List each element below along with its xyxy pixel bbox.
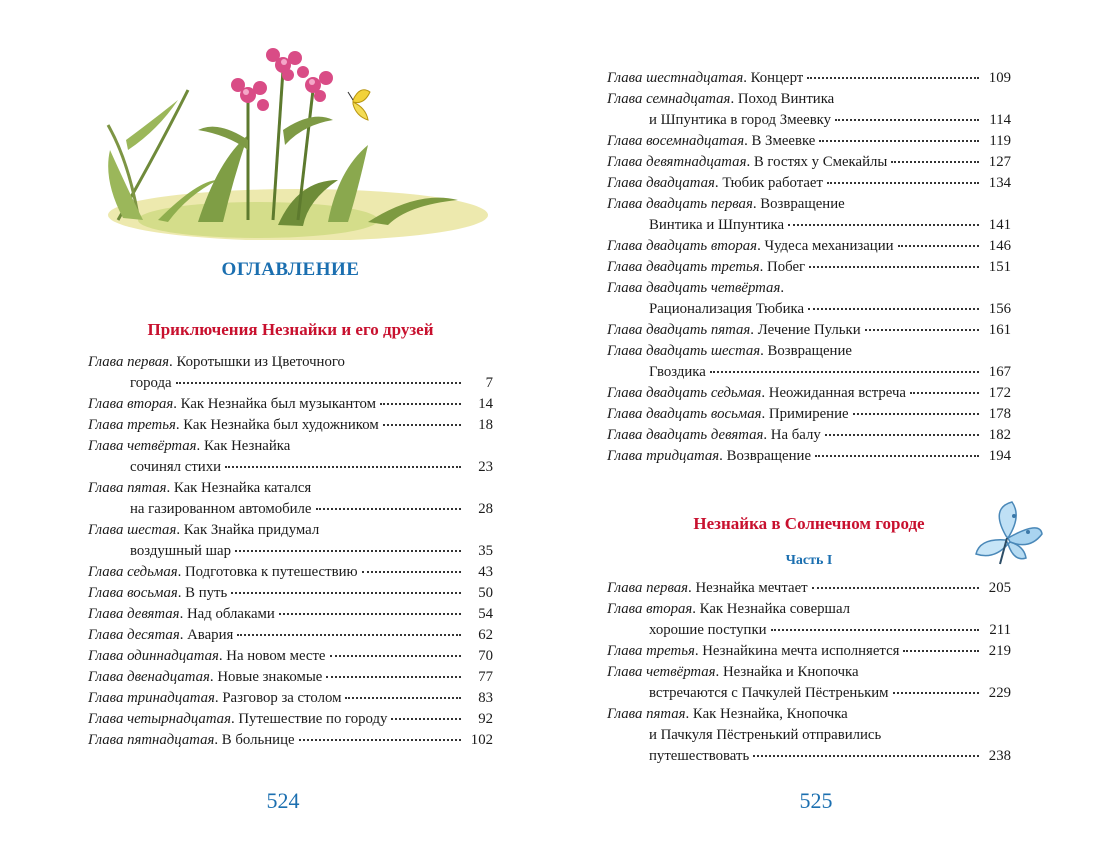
chapter-title: Разговор за столом [222, 690, 342, 706]
dot-leader [807, 77, 979, 79]
toc-entry [88, 352, 493, 394]
toc-entry [607, 446, 1011, 467]
toc-entry-text: Глава двадцать четвёртая. [607, 280, 785, 296]
dot-leader [812, 587, 979, 589]
toc-entry-line [88, 625, 493, 646]
page-ref: 182 [988, 427, 1011, 443]
toc-heading: ОГЛАВЛЕНИЕ [221, 259, 360, 280]
toc-entry-continuation [607, 725, 1011, 746]
toc-entry [607, 68, 1011, 89]
toc-entry-text: Глава третья. Как Незнайка был художником [88, 417, 379, 433]
page-ref: 43 [478, 564, 493, 580]
page-ref: 205 [988, 580, 1011, 596]
chapter-label: Глава пятая [88, 480, 167, 496]
toc-entry [88, 520, 493, 562]
chapter-label: Глава пятнадцатая [88, 732, 215, 748]
chapter-label: Глава одиннадцатая [88, 648, 219, 664]
toc-entry-text: Глава первая. Коротышки из Цветочного [88, 354, 345, 370]
page-ref: 194 [988, 448, 1011, 464]
dot-leader [853, 413, 979, 415]
page-ref: 28 [478, 501, 493, 517]
toc-entry-continuation [607, 299, 1011, 320]
dot-leader [231, 592, 461, 594]
dot-leader [827, 182, 979, 184]
dot-leader [391, 718, 461, 720]
chapter-title: Авария [187, 627, 234, 643]
toc-entry-text: Глава двадцатая. Тюбик работает [607, 175, 823, 191]
toc-entry-continuation [88, 373, 493, 394]
dot-leader [825, 434, 979, 436]
page-ref: 161 [988, 322, 1011, 338]
chapter-title: В гостях у Смекайлы [753, 154, 888, 170]
chapter-title: Как Незнайка совершал [699, 601, 851, 617]
dot-leader [753, 755, 979, 757]
dot-leader [225, 466, 461, 468]
dot-leader [865, 329, 979, 331]
chapter-title: Как Незнайка катался [173, 480, 312, 496]
toc-entry [607, 278, 1011, 320]
chapter-label: Глава двадцать третья [607, 259, 760, 275]
toc-entry-line [607, 641, 1011, 662]
chapter-title: Подготовка к путешествию [185, 564, 358, 580]
chapter-label: Глава двадцать седьмая [607, 385, 762, 401]
toc-entry [607, 131, 1011, 152]
chapter-title-cont: сочинял стихи [130, 459, 222, 475]
toc-entry-line [607, 257, 1011, 278]
chapter-label: Глава четвёртая [88, 438, 197, 454]
dot-leader [299, 739, 461, 741]
toc-entry [88, 583, 493, 604]
toc-entry-text: Глава двадцать первая. Возвращение [607, 196, 845, 212]
toc-entry-text: Глава десятая. Авария [88, 627, 234, 643]
toc-entry [88, 709, 493, 730]
toc-entry-continuation [607, 683, 1011, 704]
toc-entry-line [607, 152, 1011, 173]
toc-entry [607, 425, 1011, 446]
section-title-adventures: Приключения Незнайки и его друзей [147, 320, 434, 339]
page-ref: 23 [478, 459, 493, 475]
blue-butterfly-icon [970, 498, 1045, 568]
chapter-label: Глава двадцать шестая [607, 343, 761, 359]
toc-entry [607, 383, 1011, 404]
toc-entry-text: Глава седьмая. Подготовка к путешествию [88, 564, 358, 580]
toc-entry-text: Глава третья. Незнайкина мечта исполняется [607, 643, 900, 659]
chapter-title: Возвращение [726, 448, 812, 464]
chapter-title-cont: и Пачкуля Пёстренький отправились [649, 727, 882, 743]
chapter-title-cont: Винтика и Шпунтика [649, 217, 785, 233]
toc-entry-continuation [607, 746, 1011, 767]
chapter-title: В путь [185, 585, 228, 601]
toc-entry [88, 562, 493, 583]
chapter-title-cont: Рационализация Тюбика [649, 301, 805, 317]
toc-entry-text: Глава шестая. Как Знайка придумал [88, 522, 320, 538]
chapter-title-cont: и Шпунтика в город Змеевку [649, 112, 832, 128]
toc-entry-line [607, 704, 1011, 725]
chapter-title: Над облаками [186, 606, 275, 622]
toc-entry-text: Глава вторая. Как Незнайка совершал [607, 601, 851, 617]
page-ref: 62 [478, 627, 493, 643]
toc-entry-line [607, 446, 1011, 467]
toc-entry-continuation [88, 499, 493, 520]
chapter-label: Глава двадцать девятая [607, 427, 764, 443]
toc-entry-line [607, 599, 1011, 620]
section-title-sunny-city: Незнайка в Солнечном городе [693, 514, 925, 533]
toc-entry-text: Глава четвёртая. Незнайка и Кнопочка [607, 664, 859, 680]
chapter-title-cont: на газированном автомобиле [130, 501, 312, 517]
dot-leader [809, 266, 979, 268]
toc-entry-line [88, 667, 493, 688]
chapter-title-cont: встречаются с Пачкулей Пёстреньким [649, 685, 889, 701]
toc-entry [88, 730, 493, 751]
toc-entry-line [88, 394, 493, 415]
chapter-title-cont: Гвоздика [649, 364, 706, 380]
toc-entry-line [88, 562, 493, 583]
toc-entry [607, 704, 1011, 767]
page-ref: 134 [988, 175, 1011, 191]
chapter-title: Тюбик работает [722, 175, 823, 191]
page-ref: 102 [470, 732, 493, 748]
toc-entry-text: Глава вторая. Как Незнайка был музыкантом [88, 396, 377, 412]
chapter-title: Примирение [768, 406, 849, 422]
chapter-label: Глава вторая [88, 396, 174, 412]
toc-entry-line [607, 278, 1011, 299]
toc-entry-text: Глава четырнадцатая. Путешествие по городу [88, 711, 388, 727]
toc-entry-line [88, 478, 493, 499]
page-ref: 18 [478, 417, 493, 433]
chapter-label: Глава шестнадцатая [607, 70, 744, 86]
toc-entry-text: Глава двадцать третья. Побег [607, 259, 806, 275]
chapter-title: Побег [767, 259, 806, 275]
chapter-title-cont: хорошие поступки [649, 622, 767, 638]
page-ref: 238 [988, 748, 1011, 764]
dot-leader [898, 245, 979, 247]
toc-entry [88, 688, 493, 709]
chapter-title: В Змеевке [751, 133, 816, 149]
toc-entry-text: Глава двадцать шестая. Возвращение [607, 343, 852, 359]
dot-leader [380, 403, 461, 405]
chapter-title: Возвращение [760, 196, 845, 212]
toc-list-part-one [607, 578, 1011, 767]
chapter-title: Новые знакомые [217, 669, 323, 685]
toc-entry-continuation [607, 215, 1011, 236]
page-ref: 211 [989, 622, 1011, 638]
toc-entry-line [88, 352, 493, 373]
chapter-label: Глава семнадцатая [607, 91, 731, 107]
toc-entry-text: Глава двадцать седьмая. Неожиданная встреча [607, 385, 906, 401]
toc-entry-text: Глава пятнадцатая. В больнице [88, 732, 295, 748]
toc-entry-line [88, 583, 493, 604]
toc-entry [88, 604, 493, 625]
chapter-title: Как Незнайка был музыкантом [180, 396, 377, 412]
toc-entry-line [88, 730, 493, 751]
toc-entry-text: Глава девятнадцатая. В гостях у Смекайлы [607, 154, 888, 170]
chapter-label: Глава восьмая [88, 585, 178, 601]
page-ref: 151 [988, 259, 1011, 275]
chapter-title: Возвращение [767, 343, 852, 359]
toc-entry-text: Глава одиннадцатая. На новом месте [88, 648, 326, 664]
toc-entry-continuation [607, 620, 1011, 641]
page-number-left: 524 [266, 788, 300, 813]
chapter-label: Глава шестая [88, 522, 177, 538]
toc-entry [607, 404, 1011, 425]
chapter-title: Незнайка и Кнопочка [722, 664, 859, 680]
chapter-label: Глава десятая [88, 627, 180, 643]
chapter-title: Незнайка мечтает [695, 580, 808, 596]
chapter-label: Глава третья [607, 643, 695, 659]
chapter-title: Концерт [750, 70, 804, 86]
page-ref: 146 [988, 238, 1011, 254]
dot-leader [819, 140, 979, 142]
chapter-label: Глава четвёртая [607, 664, 716, 680]
page-ref: 7 [485, 375, 493, 391]
dot-leader [893, 692, 979, 694]
toc-entry [607, 89, 1011, 131]
toc-entry-text: Глава пятая. Как Незнайка катался [88, 480, 312, 496]
toc-entry-line [88, 646, 493, 667]
chapter-label: Глава тридцатая [607, 448, 720, 464]
toc-entry-text: Глава двадцать девятая. На балу [607, 427, 821, 443]
chapter-label: Глава девятнадцатая [607, 154, 747, 170]
toc-entry [607, 320, 1011, 341]
toc-entry-line [607, 89, 1011, 110]
chapter-label: Глава вторая [607, 601, 693, 617]
chapter-title-cont: города [130, 375, 172, 391]
chapter-title: Лечение Пульки [757, 322, 861, 338]
page-ref: 54 [478, 606, 493, 622]
dot-leader [345, 697, 461, 699]
chapter-label: Глава двадцать вторая [607, 238, 758, 254]
dot-leader [383, 424, 461, 426]
chapter-label: Глава седьмая [88, 564, 178, 580]
toc-entry-line [88, 415, 493, 436]
chapter-label: Глава первая [88, 354, 170, 370]
toc-entry-continuation [607, 110, 1011, 131]
page-ref: 70 [478, 648, 493, 664]
toc-entry-text: Глава двадцать вторая. Чудеса механизации [607, 238, 894, 254]
toc-entry-line [607, 131, 1011, 152]
dot-leader [176, 382, 461, 384]
toc-entry-line [607, 173, 1011, 194]
page-ref: 114 [989, 112, 1011, 128]
page-ref: 141 [988, 217, 1011, 233]
dot-leader [316, 508, 462, 510]
toc-entry-line [88, 436, 493, 457]
chapter-label: Глава двадцать пятая [607, 322, 751, 338]
chapter-title: В больнице [221, 732, 295, 748]
toc-entry-text: Глава четвёртая. Как Незнайка [88, 438, 291, 454]
part-title: Часть I [785, 553, 833, 568]
page-ref: 119 [989, 133, 1011, 149]
toc-entry [607, 173, 1011, 194]
toc-entry [88, 667, 493, 688]
page-number-right: 525 [799, 788, 833, 813]
dot-leader [326, 676, 461, 678]
toc-entry [88, 436, 493, 478]
toc-entry [607, 662, 1011, 704]
dot-leader [710, 371, 979, 373]
chapter-title-cont: путешествовать [649, 748, 750, 764]
chapter-title: Как Незнайка был художником [183, 417, 379, 433]
toc-entry-text: Глава первая. Незнайка мечтает [607, 580, 808, 596]
toc-entry [88, 646, 493, 667]
page-ref: 167 [988, 364, 1011, 380]
toc-entry-line [607, 194, 1011, 215]
page-ref: 109 [988, 70, 1011, 86]
toc-entry [607, 641, 1011, 662]
toc-entry [607, 341, 1011, 383]
toc-entry [88, 478, 493, 520]
dot-leader [808, 308, 979, 310]
toc-entry [88, 415, 493, 436]
toc-entry-continuation [88, 457, 493, 478]
chapter-title: Как Знайка придумал [183, 522, 320, 538]
page-ref: 77 [478, 669, 493, 685]
dot-leader [891, 161, 979, 163]
toc-list-left [88, 352, 493, 751]
chapter-title: Чудеса механизации [764, 238, 894, 254]
page-ref: 14 [478, 396, 493, 412]
toc-entry [607, 599, 1011, 641]
page-ref: 229 [988, 685, 1011, 701]
page-ref: 83 [478, 690, 493, 706]
toc-entry-line [607, 404, 1011, 425]
chapter-label: Глава первая [607, 580, 689, 596]
toc-entry-text: Глава девятая. Над облаками [88, 606, 275, 622]
toc-entry [88, 394, 493, 415]
dot-leader [788, 224, 979, 226]
dot-leader [330, 655, 461, 657]
chapter-label: Глава двадцать первая [607, 196, 753, 212]
toc-entry-line [88, 688, 493, 709]
chapter-title: Неожиданная встреча [768, 385, 906, 401]
toc-entry [607, 578, 1011, 599]
chapter-label: Глава восемнадцатая [607, 133, 745, 149]
chapter-title: На новом месте [226, 648, 326, 664]
dot-leader [362, 571, 461, 573]
toc-entry-text: Глава шестнадцатая. Концерт [607, 70, 804, 86]
dot-leader [235, 550, 461, 552]
page-ref: 50 [478, 585, 493, 601]
chapter-title: На балу [770, 427, 821, 443]
toc-entry [88, 625, 493, 646]
dot-leader [903, 650, 979, 652]
chapter-title: Поход Винтика [737, 91, 835, 107]
chapter-label: Глава двенадцатая [88, 669, 210, 685]
toc-entry-line [88, 709, 493, 730]
chapter-label: Глава четырнадцатая [88, 711, 231, 727]
chapter-title: Как Незнайка, Кнопочка [692, 706, 848, 722]
toc-entry-line [607, 425, 1011, 446]
toc-entry-line [607, 383, 1011, 404]
chapter-title: Как Незнайка [203, 438, 291, 454]
chapter-title: Коротышки из Цветочного [176, 354, 345, 370]
toc-entry-line [607, 662, 1011, 683]
chapter-label: Глава пятая [607, 706, 686, 722]
toc-list-right [607, 68, 1011, 467]
dot-leader [910, 392, 979, 394]
page-ref: 127 [988, 154, 1011, 170]
toc-entry-line [607, 341, 1011, 362]
dot-leader [237, 634, 461, 636]
chapter-title-cont: воздушный шар [130, 543, 232, 559]
dot-leader [835, 119, 979, 121]
chapter-title: Путешествие по городу [238, 711, 388, 727]
dot-leader [771, 629, 979, 631]
chapter-label: Глава девятая [88, 606, 180, 622]
toc-entry [607, 236, 1011, 257]
toc-entry-line [88, 604, 493, 625]
toc-entry [607, 152, 1011, 173]
toc-entry-line [607, 578, 1011, 599]
flowers-illustration [98, 30, 498, 240]
toc-entry-continuation [88, 541, 493, 562]
toc-entry-text: Глава двадцать восьмая. Примирение [607, 406, 849, 422]
chapter-label: Глава третья [88, 417, 176, 433]
toc-entry-line [607, 320, 1011, 341]
page-ref: 156 [988, 301, 1011, 317]
toc-entry-text: Глава восемнадцатая. В Змеевке [607, 133, 816, 149]
toc-entry-text: Глава пятая. Как Незнайка, Кнопочка [607, 706, 848, 722]
dot-leader [815, 455, 979, 457]
toc-entry-text: Глава двадцать пятая. Лечение Пульки [607, 322, 861, 338]
dot-leader [279, 613, 461, 615]
chapter-label: Глава тринадцатая [88, 690, 215, 706]
page-ref: 92 [478, 711, 493, 727]
toc-entry [607, 194, 1011, 236]
chapter-label: Глава двадцать четвёртая [607, 280, 781, 296]
chapter-title: Незнайкина мечта исполняется [702, 643, 900, 659]
toc-entry-text: Глава тринадцатая. Разговор за столом [88, 690, 342, 706]
toc-entry-line [607, 68, 1011, 89]
toc-entry-text: Глава тридцатая. Возвращение [607, 448, 812, 464]
page-ref: 35 [478, 543, 493, 559]
toc-entry-continuation [607, 362, 1011, 383]
toc-entry-text: Глава двенадцатая. Новые знакомые [88, 669, 323, 685]
toc-entry-line [607, 236, 1011, 257]
page-ref: 219 [988, 643, 1011, 659]
toc-entry-text: Глава восьмая. В путь [88, 585, 228, 601]
chapter-label: Глава двадцатая [607, 175, 715, 191]
chapter-label: Глава двадцать восьмая [607, 406, 762, 422]
page-ref: 172 [988, 385, 1011, 401]
toc-entry [607, 257, 1011, 278]
page-ref: 178 [988, 406, 1011, 422]
right-page [550, 0, 1100, 845]
toc-entry-text: Глава семнадцатая. Поход Винтика [607, 91, 835, 107]
toc-entry-line [88, 520, 493, 541]
